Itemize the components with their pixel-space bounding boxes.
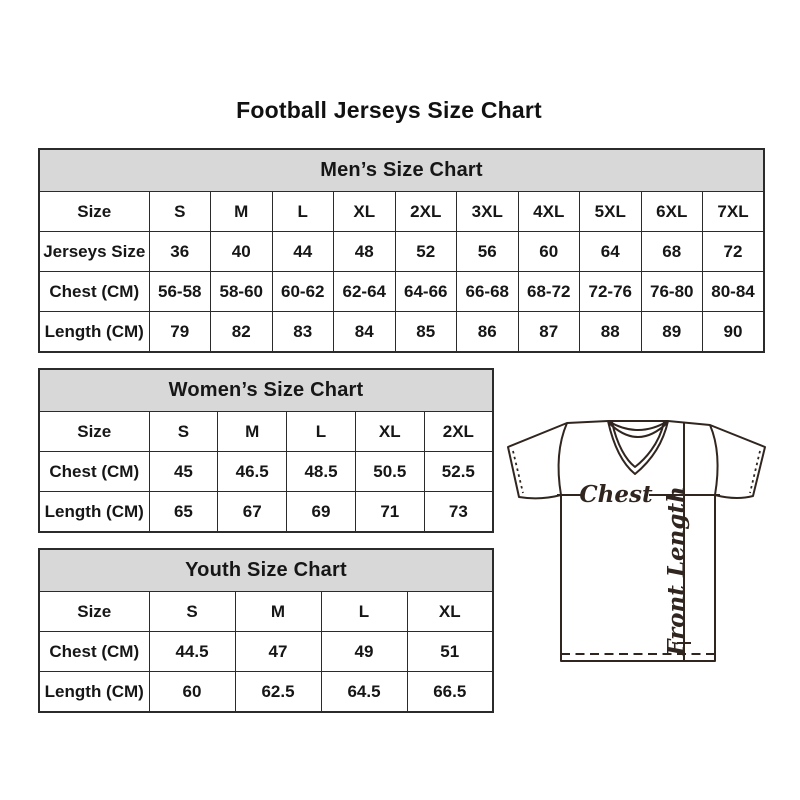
size-value-cell: 44.5 [149,632,235,672]
size-value-cell: 88 [580,312,642,353]
size-value-cell: 45 [149,452,218,492]
womens-table-title: Women’s Size Chart [39,369,493,412]
jersey-measurement-diagram [498,403,778,683]
size-value-cell: 66.5 [407,672,493,713]
size-value-cell: 72-76 [580,272,642,312]
size-value-cell: 44 [272,232,334,272]
size-value-cell: 64.5 [321,672,407,713]
table-row [39,412,493,452]
row-label: Length (CM) [39,672,149,713]
size-value-cell: 2XL [424,412,493,452]
size-value-cell: 48.5 [287,452,356,492]
table-row [39,312,764,353]
size-value-cell: 5XL [580,192,642,232]
table-row [39,492,493,533]
size-value-cell: S [149,592,235,632]
size-value-cell: 85 [395,312,457,353]
size-value-cell: 6XL [641,192,703,232]
row-label: Size [39,192,149,232]
size-value-cell: 40 [211,232,273,272]
size-value-cell: XL [355,412,424,452]
womens-size-table [38,368,494,533]
size-value-cell: 36 [149,232,211,272]
table-row [39,592,493,632]
size-value-cell: XL [407,592,493,632]
front-length-label: Front Length [663,486,690,656]
size-value-cell: 2XL [395,192,457,232]
size-value-cell: 3XL [457,192,519,232]
row-label: Length (CM) [39,492,149,533]
size-value-cell: 69 [287,492,356,533]
size-value-cell: 4XL [518,192,580,232]
table-row [39,632,493,672]
size-value-cell: 58-60 [211,272,273,312]
size-value-cell: 68 [641,232,703,272]
size-value-cell: L [287,412,356,452]
size-value-cell: M [211,192,273,232]
size-value-cell: 87 [518,312,580,353]
chest-label: Chest [579,481,653,508]
size-value-cell: 46.5 [218,452,287,492]
size-value-cell: 49 [321,632,407,672]
jersey-outline [508,421,765,661]
size-value-cell: L [272,192,334,232]
size-value-cell: 64-66 [395,272,457,312]
table-header-row [39,549,493,592]
mens-table-title: Men’s Size Chart [39,149,764,192]
size-value-cell: M [235,592,321,632]
row-label: Chest (CM) [39,452,149,492]
table-row [39,192,764,232]
right-armhole-seam [710,425,718,495]
size-value-cell: 64 [580,232,642,272]
size-value-cell: 89 [641,312,703,353]
row-label: Chest (CM) [39,632,149,672]
size-value-cell: S [149,192,211,232]
size-value-cell: 60 [149,672,235,713]
size-value-cell: 51 [407,632,493,672]
size-value-cell: XL [334,192,396,232]
size-value-cell: 71 [355,492,424,533]
size-value-cell: 52.5 [424,452,493,492]
row-label: Size [39,412,149,452]
size-value-cell: 56-58 [149,272,211,312]
size-value-cell: 66-68 [457,272,519,312]
size-value-cell: 76-80 [641,272,703,312]
table-row [39,232,764,272]
table-row [39,452,493,492]
size-value-cell: 56 [457,232,519,272]
size-value-cell: 47 [235,632,321,672]
size-value-cell: 65 [149,492,218,533]
mens-size-table [38,148,765,353]
table-header-row [39,369,493,412]
size-value-cell: 62.5 [235,672,321,713]
size-value-cell: L [321,592,407,632]
youth-table-title: Youth Size Chart [39,549,493,592]
size-value-cell: 67 [218,492,287,533]
left-armhole-seam [559,423,567,495]
size-value-cell: 80-84 [703,272,765,312]
table-row [39,672,493,713]
row-label: Jerseys Size [39,232,149,272]
table-row [39,272,764,312]
size-value-cell: S [149,412,218,452]
table-header-row [39,149,764,192]
size-value-cell: 90 [703,312,765,353]
size-value-cell: 62-64 [334,272,396,312]
row-label: Chest (CM) [39,272,149,312]
row-label: Size [39,592,149,632]
size-value-cell: 60 [518,232,580,272]
size-value-cell: 50.5 [355,452,424,492]
size-value-cell: 84 [334,312,396,353]
youth-size-table [38,548,494,713]
vneck-inner [612,422,664,467]
size-value-cell: 82 [211,312,273,353]
size-value-cell: 7XL [703,192,765,232]
size-value-cell: 48 [334,232,396,272]
size-value-cell: 68-72 [518,272,580,312]
page-title: Football Jerseys Size Chart [236,97,542,123]
size-value-cell: 72 [703,232,765,272]
size-value-cell: 86 [457,312,519,353]
size-value-cell: 79 [149,312,211,353]
size-value-cell: 60-62 [272,272,334,312]
size-value-cell: 83 [272,312,334,353]
size-value-cell: M [218,412,287,452]
size-value-cell: 52 [395,232,457,272]
row-label: Length (CM) [39,312,149,353]
size-value-cell: 73 [424,492,493,533]
